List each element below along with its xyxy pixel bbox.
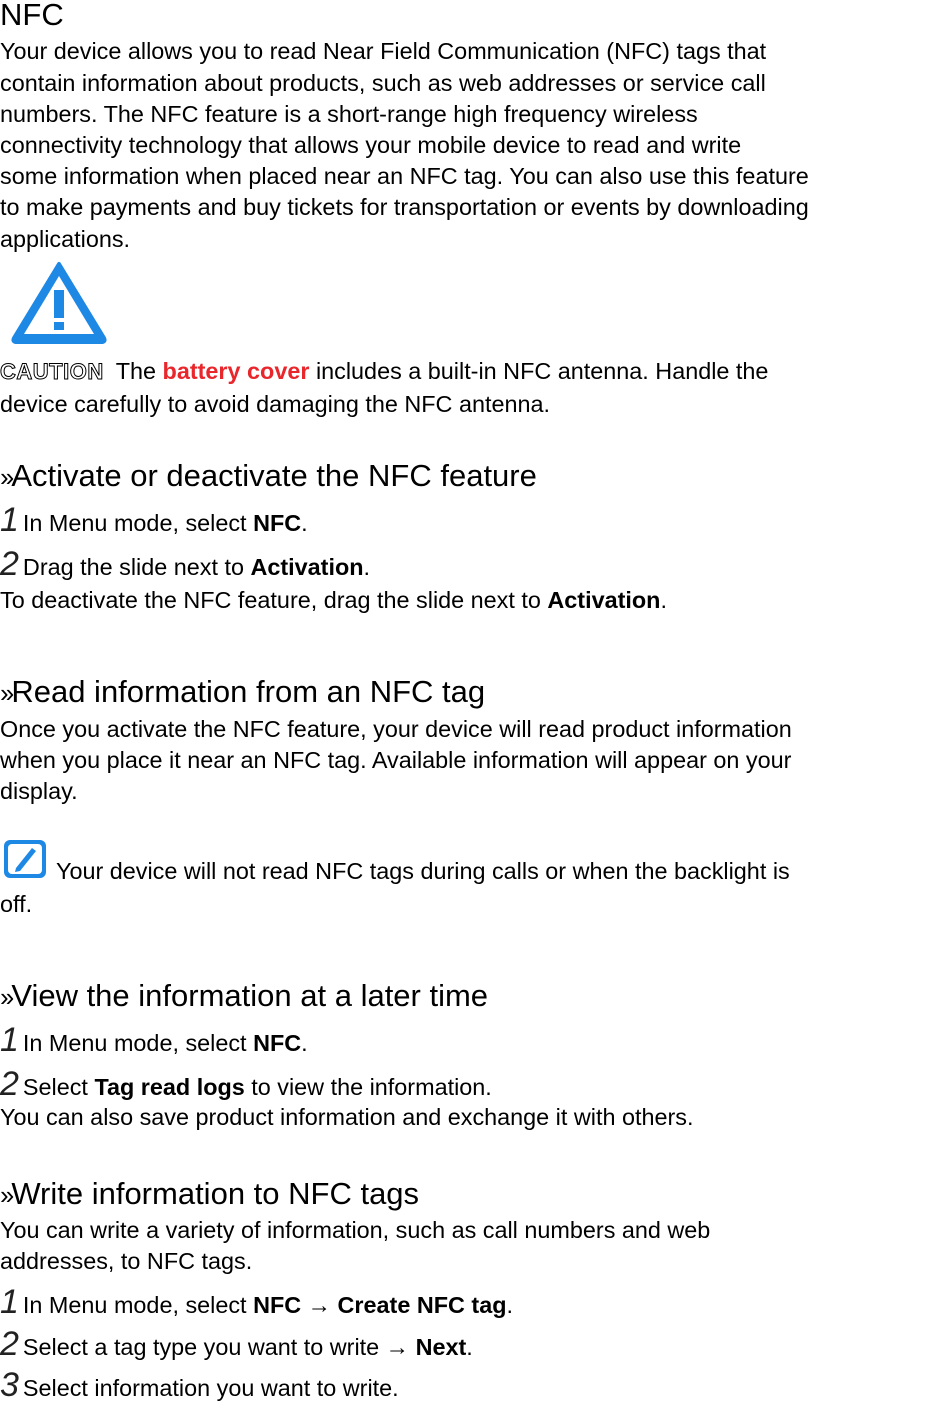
- section-note: [0, 587, 667, 614]
- step: [0, 501, 308, 540]
- step-text: Drag the slide next to: [22, 554, 251, 580]
- note-pencil-icon: [2, 838, 48, 880]
- intro-line: Your device allows you to read Near Field Communication (NFC) tags that: [0, 38, 767, 64]
- intro-line: some information when placed near an NFC tag. You can also use this feature: [0, 163, 809, 189]
- step-text: In Menu mode, select: [22, 1292, 254, 1318]
- arrow-icon: →: [301, 1292, 338, 1318]
- step-text: Select a tag type you want to write →: [22, 1334, 416, 1360]
- section-line: addresses, to NFC tags.: [0, 1248, 253, 1274]
- caution-highlight: battery cover: [162, 358, 310, 384]
- step-number: 2: [0, 1065, 19, 1103]
- step-text-end: to view the information.: [244, 1074, 492, 1100]
- step: [0, 1325, 473, 1364]
- step-number: 1: [0, 1021, 19, 1059]
- step-text-end: .: [301, 510, 308, 536]
- menu-item-name: NFC: [253, 510, 302, 536]
- note-line: Your device will not read NFC tags during calls or when the backlight is: [56, 858, 790, 884]
- step: [0, 1283, 513, 1322]
- step-number: 3: [0, 1366, 19, 1404]
- caution-text-post: includes a built-in NFC antenna. Handle the: [309, 358, 769, 384]
- step-text-end: .: [363, 554, 371, 580]
- step-text: Select information you want to write.: [22, 1375, 399, 1401]
- option-name: Create NFC tag: [337, 1292, 507, 1318]
- step: [0, 1065, 492, 1104]
- step-text: In Menu mode, select: [22, 1030, 254, 1056]
- note-text-end: .: [660, 587, 667, 613]
- option-name: Next: [415, 1334, 467, 1360]
- step: [0, 545, 370, 584]
- step-number: 2: [0, 545, 19, 583]
- chevron-icon: ››: [0, 982, 12, 1012]
- note-text: To deactivate the NFC feature, drag the slide next to: [0, 587, 548, 613]
- step-number: 2: [0, 1325, 19, 1363]
- intro-line: contain information about products, such as web addresses or service call: [0, 70, 766, 96]
- section-line: display.: [0, 778, 78, 804]
- menu-item-name: NFC: [253, 1292, 302, 1318]
- step-text: Select: [22, 1074, 95, 1100]
- warning-triangle-icon: [8, 258, 110, 346]
- step-number: 1: [0, 1283, 19, 1321]
- section-heading: [0, 978, 488, 1014]
- section-heading: [0, 458, 537, 494]
- option-name: Tag read logs: [94, 1074, 245, 1100]
- caution-line-2: device carefully to avoid damaging the NFC antenna.: [0, 391, 550, 417]
- intro-line: numbers. The NFC feature is a short-range high frequency wireless: [0, 101, 698, 127]
- section-heading: [0, 1176, 419, 1212]
- setting-name: Activation: [250, 554, 364, 580]
- page-title: NFC: [0, 0, 64, 32]
- section-line: Once you activate the NFC feature, your device will read product information: [0, 716, 792, 742]
- section-note: You can also save product information and exchange it with others.: [0, 1104, 694, 1130]
- heading-text: Write information to NFC tags: [11, 1176, 420, 1211]
- heading-text: Read information from an NFC tag: [11, 674, 486, 709]
- section-heading: [0, 674, 485, 710]
- section-line: You can write a variety of information, such as call numbers and web: [0, 1217, 711, 1243]
- step-text-end: .: [301, 1030, 308, 1056]
- note-line-2: off.: [0, 891, 33, 917]
- chevron-icon: ››: [0, 1180, 12, 1210]
- setting-name: Activation: [547, 587, 661, 613]
- caution-text-pre: The: [115, 358, 163, 384]
- step: [0, 1366, 399, 1405]
- menu-item-name: NFC: [253, 1030, 302, 1056]
- section-line: when you place it near an NFC tag. Available information will appear on your: [0, 747, 792, 773]
- step: [0, 1021, 308, 1060]
- chevron-icon: ››: [0, 462, 12, 492]
- caution-label: CAUTION: [0, 359, 104, 384]
- intro-line: connectivity technology that allows your mobile device to read and write: [0, 132, 742, 158]
- caution-line: [0, 358, 768, 385]
- intro-line: to make payments and buy tickets for transportation or events by downloading: [0, 194, 809, 220]
- step-text: In Menu mode, select: [22, 510, 254, 536]
- step-text-end: .: [466, 1334, 473, 1360]
- chevron-icon: ››: [0, 678, 12, 708]
- heading-text: View the information at a later time: [11, 978, 489, 1013]
- step-number: 1: [0, 501, 19, 539]
- step-text-end: .: [506, 1292, 513, 1318]
- intro-line: applications.: [0, 226, 131, 252]
- heading-text: Activate or deactivate the NFC feature: [11, 458, 537, 493]
